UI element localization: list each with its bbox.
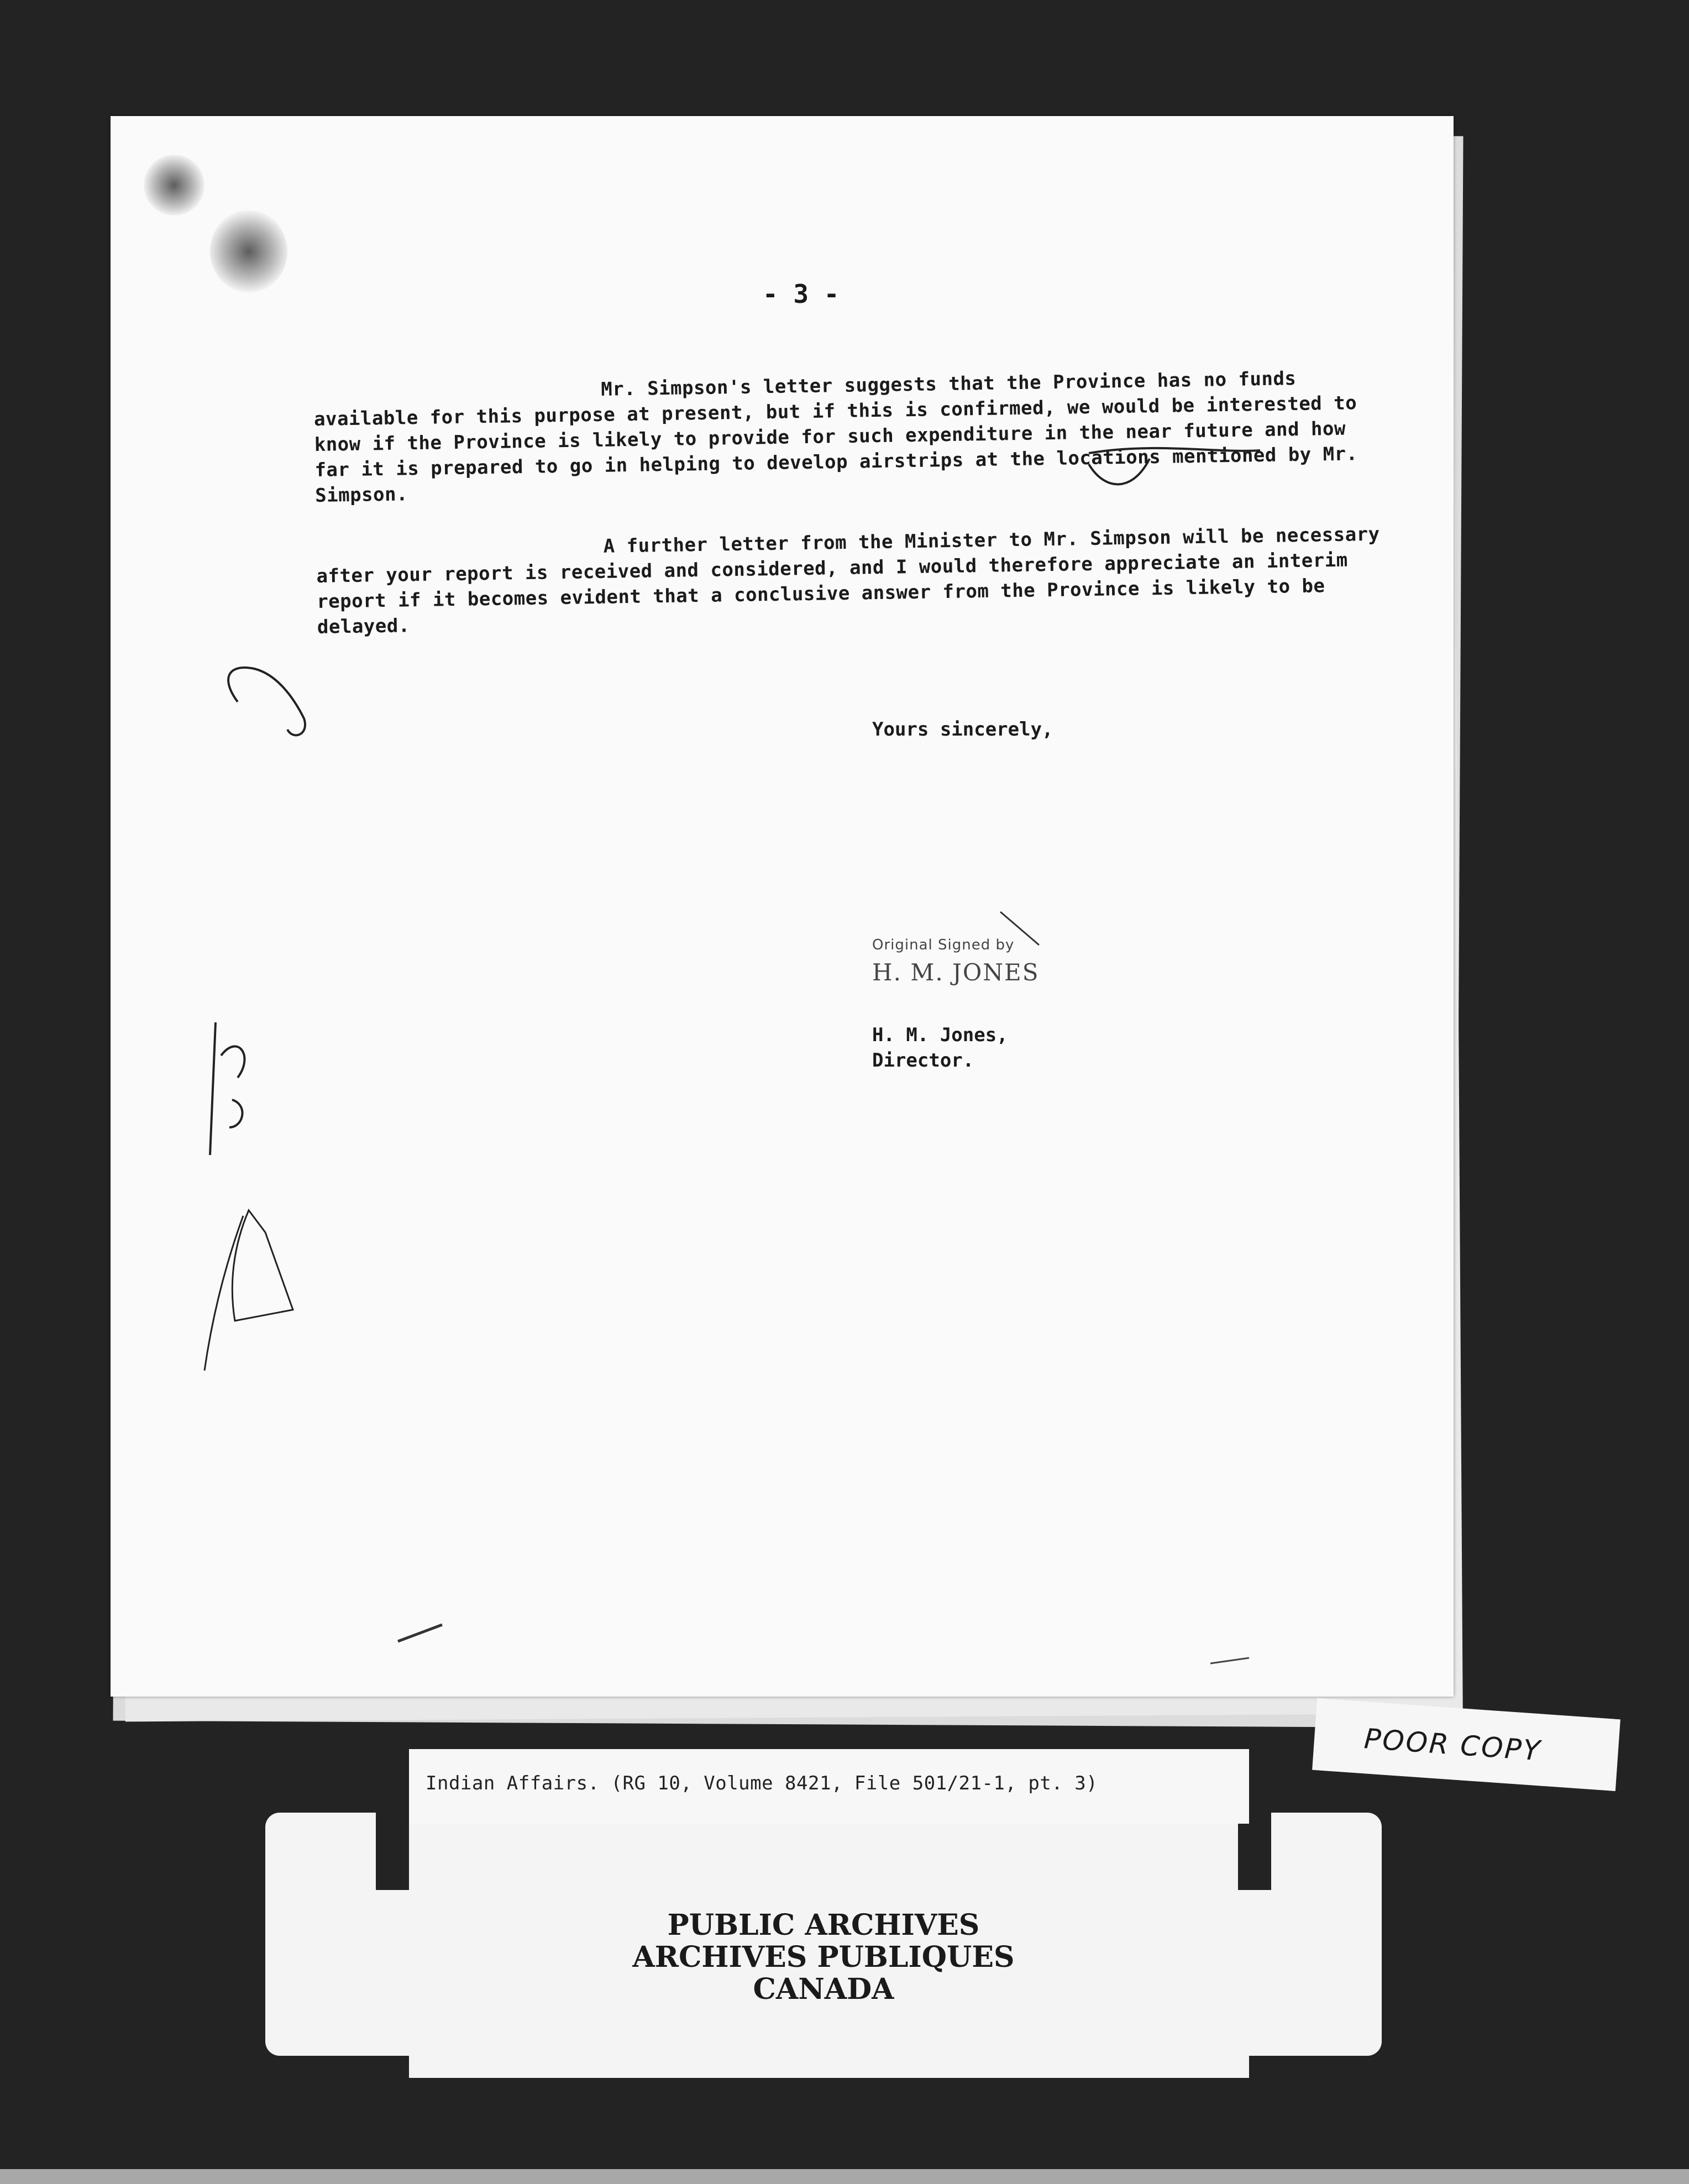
poor-copy-text: POOR COPY — [1363, 1723, 1543, 1767]
signer-name: H. M. Jones, — [872, 1024, 1008, 1046]
archive-reference: Indian Affairs. (RG 10, Volume 8421, File 501/21-1, pt. 3) — [426, 1772, 1098, 1794]
letter-page — [111, 116, 1454, 1697]
card-notch — [376, 1813, 409, 1890]
film-edge — [0, 2169, 1689, 2184]
archives-line-country: CANADA — [753, 1972, 894, 2006]
archives-card — [265, 1813, 1382, 2056]
reference-label — [409, 1749, 1249, 1824]
page-number: - 3 - — [763, 279, 840, 309]
archives-line-french: ARCHIVES PUBLIQUES — [632, 1940, 1015, 1974]
archives-line-english: PUBLIC ARCHIVES — [667, 1908, 980, 1942]
archives-card-tab — [409, 2045, 1249, 2078]
handwritten-marks — [111, 116, 1454, 1697]
poor-copy-note — [1312, 1698, 1620, 1791]
closing-salutation: Yours sincerely, — [872, 718, 1053, 741]
paragraph: Mr. Simpson's letter suggests that the Province has no funds available for this purpose at present, but if this is confirmed, we would be interested to know if the Province is likely to provide for such expenditure in the near future and how far it is prepared to go in helping to develop airstrips at the locations mentioned by Mr. Simpson. — [313, 368, 1358, 507]
paragraph: A further letter from the Minister to Mr. Simpson will be necessary after your report is received and considered, and I would therefore appreciate an interim report if it becomes evident that a conclusive answer from the Province is likely to be delayed. — [316, 523, 1380, 638]
card-notch — [1238, 1813, 1271, 1890]
archives-heading — [265, 1909, 1382, 2006]
stamp-name: H. M. JONES — [872, 959, 1040, 986]
stamp-caption: Original Signed by — [872, 937, 1015, 953]
signer-title: Director. — [872, 1049, 974, 1072]
